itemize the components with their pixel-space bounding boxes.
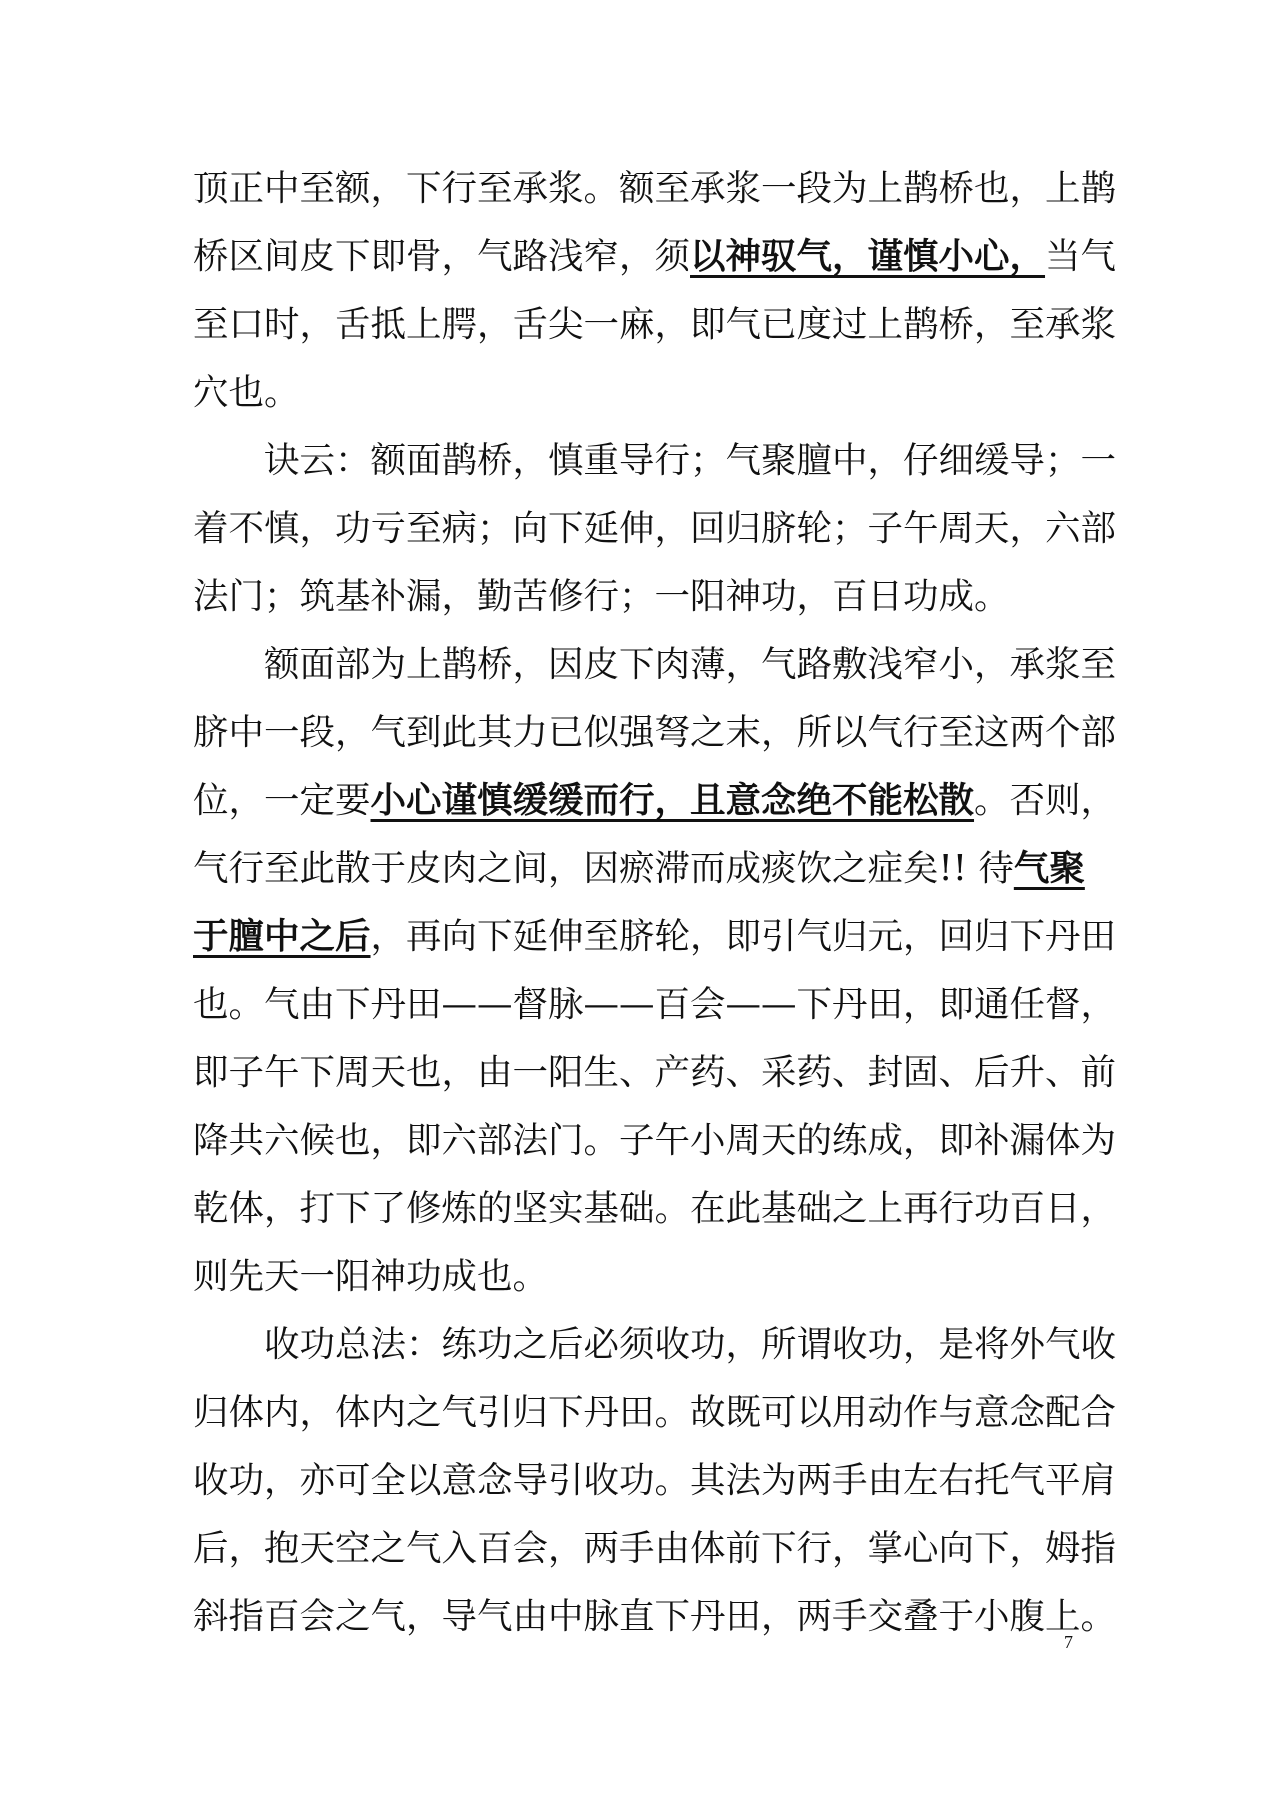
text-span: 至口时，舌抵上腭，舌尖一麻，即气已度过上鹊桥，至承浆 <box>193 304 1117 345</box>
text-span: 收功总法：练功之后必须收功，所谓收功，是将外气收 <box>264 1324 1117 1365</box>
text-line <box>193 495 1117 563</box>
text-line <box>193 223 1117 291</box>
emphasized-text: 小心谨慎缓缓而行，且意念绝不能松散 <box>370 780 975 821</box>
text-span: ，再向下延伸至脐轮，即引气归元，回归下丹田 <box>370 916 1117 957</box>
text-line <box>193 155 1117 223</box>
text-line <box>193 291 1117 359</box>
text-span: 位，一定要 <box>193 780 371 821</box>
text-line <box>193 1175 1117 1243</box>
emphasized-text: 于膻中之后 <box>193 916 371 957</box>
paragraph-closing-method <box>193 1311 1117 1651</box>
text-span: 后，抱天空之气入百会，两手由体前下行，掌心向下，姆指 <box>193 1528 1117 1569</box>
text-span: 顶正中至额，下行至承浆。额至承浆一段为上鹊桥也，上鹊 <box>193 168 1117 209</box>
text-line <box>193 1447 1117 1515</box>
emphasized-text: 气聚 <box>1013 848 1085 889</box>
text-span: 着不慎，功亏至病；向下延伸，回归脐轮；子午周天，六部 <box>193 508 1117 549</box>
text-span: 乾体，打下了修炼的坚实基础。在此基础之上再行功百日， <box>193 1188 1117 1229</box>
text-span: 也。气由下丹田——督脉——百会——下丹田，即通任督， <box>193 984 1117 1025</box>
text-span: 法门；筑基补漏，勤苦修行；一阳神功，百日功成。 <box>193 576 1010 617</box>
text-line <box>193 1583 1117 1651</box>
text-line <box>193 563 1079 631</box>
text-span: 诀云：额面鹊桥，慎重导行；气聚膻中，仔细缓导；一 <box>264 440 1117 481</box>
page-number: 7 <box>1064 1632 1073 1652</box>
text-span: 额面部为上鹊桥，因皮下肉薄，气路敷浅窄小，承浆至 <box>264 644 1117 685</box>
text-line <box>193 427 1117 495</box>
text-line <box>193 1311 1117 1379</box>
text-span: 桥区间皮下即骨，气路浅窄，须 <box>193 236 691 277</box>
text-line <box>193 1107 1117 1175</box>
paragraph-explanation <box>193 631 1117 1311</box>
text-line <box>193 971 1117 1039</box>
text-line <box>193 835 1085 903</box>
text-span: 。否则， <box>974 780 1117 821</box>
paragraph-verse <box>193 427 1117 631</box>
text-line <box>193 903 1117 971</box>
text-span: 斜指百会之气，导气由中脉直下丹田，两手交叠于小腹上。 <box>193 1596 1117 1637</box>
text-span: 降共六候也，即六部法门。子午小周天的练成，即补漏体为 <box>193 1120 1117 1161</box>
text-span: 即子午下周天也，由一阳生、产药、采药、封固、后升、前 <box>193 1052 1117 1093</box>
text-line <box>193 631 1117 699</box>
page-body <box>193 155 1117 1651</box>
text-line <box>193 359 1079 427</box>
paragraph-continuation <box>193 155 1117 427</box>
text-line <box>193 1379 1117 1447</box>
text-line <box>193 767 1117 835</box>
text-line <box>193 699 1117 767</box>
text-span: 穴也。 <box>193 372 300 413</box>
text-span: 则先天一阳神功成也。 <box>193 1256 549 1297</box>
text-span: 脐中一段，气到此其力已似强弩之末，所以气行至这两个部 <box>193 712 1117 753</box>
text-span: 归体内，体内之气引归下丹田。故既可以用动作与意念配合 <box>193 1392 1117 1433</box>
emphasized-text: 以神驭气，谨慎小心， <box>690 236 1046 277</box>
text-line <box>193 1243 1079 1311</box>
text-span: 当气 <box>1045 236 1117 277</box>
text-span: 气行至此散于皮肉之间，因瘀滞而成痰饮之症矣!! 待 <box>193 848 1014 889</box>
text-line <box>193 1039 1117 1107</box>
text-span: 收功，亦可全以意念导引收功。其法为两手由左右托气平肩 <box>193 1460 1117 1501</box>
text-line <box>193 1515 1117 1583</box>
